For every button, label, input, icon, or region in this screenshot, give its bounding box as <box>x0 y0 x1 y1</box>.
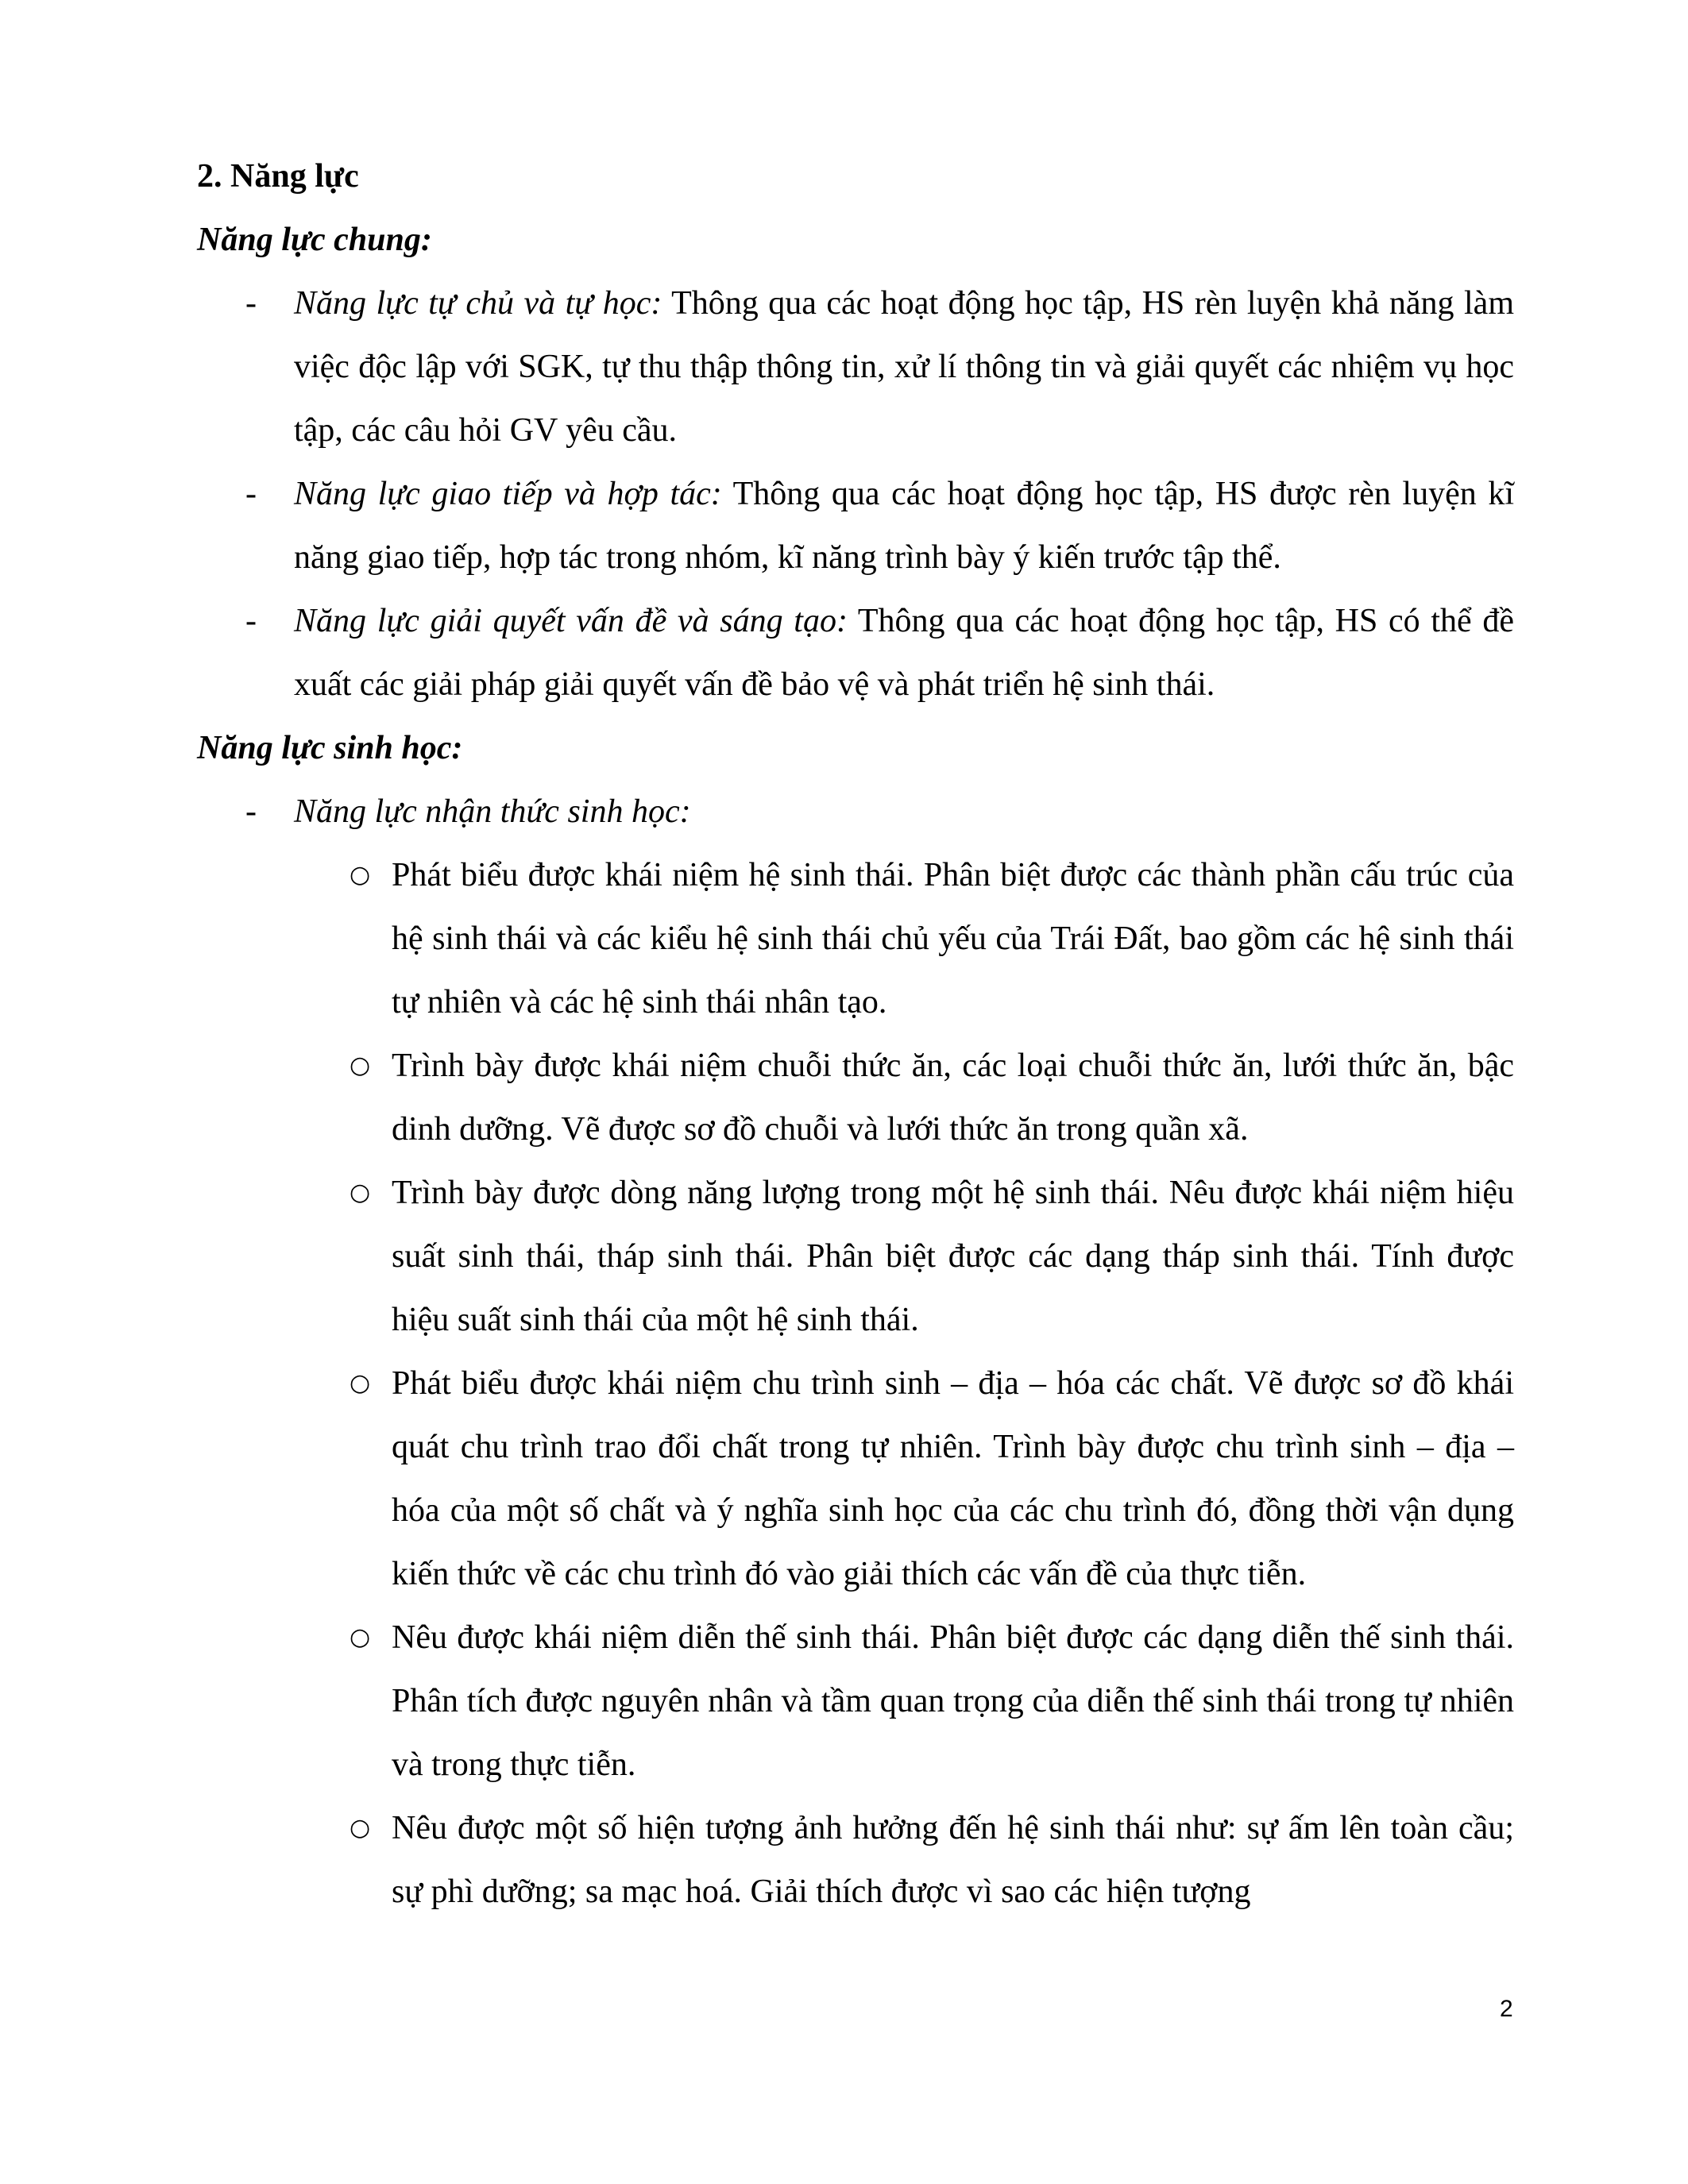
dash-bullet: - <box>245 793 257 830</box>
dash-bullet: - <box>245 603 257 639</box>
sub-item-text: Nêu được khái niệm diễn thế sinh thái. Phân biệt được các dạng diễn thế sinh thái. Phân tích được nguyên nhân và tầm quan trọng của diễn thế sinh thái trong tự nhiên và trong thực tiễn. <box>392 1619 1514 1783</box>
sub-list-item <box>350 1796 1514 1924</box>
item-label: Năng lực nhận thức sinh học: <box>294 793 691 830</box>
sub-item-text: Trình bày được dòng năng lượng trong một hệ sinh thái. Nêu được khái niệm hiệu suất sinh thái, tháp sinh thái. Phân biệt được các dạng tháp sinh thái. Tính được hiệu suất sinh thái của một hệ sinh thái. <box>392 1175 1514 1338</box>
circle-bullet-icon: ○ <box>350 1623 371 1651</box>
biology-competency-title: Năng lực sinh học: <box>197 730 463 766</box>
item-label: Năng lực tự chủ và tự học: <box>294 285 662 322</box>
page-number: 2 <box>1500 1996 1513 2022</box>
sub-item-text: Nêu được một số hiện tượng ảnh hưởng đến hệ sinh thái như: sự ấm lên toàn cầu; sự phì dưỡng; sa mạc hoá. Giải thích được vì sao các hiện tượng <box>392 1810 1514 1910</box>
item-text: Thông qua các hoạt động học tập, HS được rèn luyện kĩ năng giao tiếp, hợp tác trong nhóm, kĩ năng trình bày ý kiến trước tập thể. <box>294 476 1515 576</box>
section-heading: 2. Năng lực <box>197 158 359 195</box>
circle-bullet-icon: ○ <box>350 1051 371 1079</box>
sub-list-item <box>350 1161 1514 1352</box>
sub-item-text: Phát biểu được khái niệm hệ sinh thái. Phân biệt được các thành phần cấu trúc của hệ sinh thái và các kiểu hệ sinh thái chủ yếu của Trái Đất, bao gồm các hệ sinh thái tự nhiên và các hệ sinh thái nhân tạo. <box>392 857 1514 1021</box>
item-text: Thông qua các hoạt động học tập, HS rèn luyện khả năng làm việc độc lập với SGK, tự thu thập thông tin, xử lí thông tin và giải quyết các nhiệm vụ học tập, các câu hỏi GV yêu cầu. <box>294 285 1514 449</box>
sub-list-item <box>350 843 1514 1034</box>
dash-bullet: - <box>245 476 257 512</box>
general-competency-title: Năng lực chung: <box>197 222 432 258</box>
list-item <box>197 589 1514 716</box>
sub-list <box>350 843 1514 1924</box>
item-label: Năng lực giao tiếp và hợp tác: <box>294 476 722 512</box>
sub-list-item <box>350 1352 1514 1606</box>
document-body <box>197 145 1514 1924</box>
sub-item-text: Trình bày được khái niệm chuỗi thức ăn, các loại chuỗi thức ăn, lưới thức ăn, bậc dinh dưỡng. Vẽ được sơ đồ chuỗi và lưới thức ăn trong quần xã. <box>392 1048 1514 1148</box>
list-item <box>197 272 1514 462</box>
sub-item-text: Phát biểu được khái niệm chu trình sinh – địa – hóa các chất. Vẽ được sơ đồ khái quát chu trình trao đổi chất trong tự nhiên. Trình bày được chu trình sinh – địa – hóa của một số chất và ý nghĩa sinh học của các chu trình đó, đồng thời vận dụng kiến thức về các chu trình đó vào giải thích các vấn đề của thực tiễn. <box>392 1365 1514 1592</box>
sub-list-item <box>350 1034 1514 1161</box>
sub-list-item <box>350 1606 1514 1796</box>
circle-bullet-icon: ○ <box>350 1179 371 1206</box>
dash-bullet: - <box>245 285 257 322</box>
item-text: Thông qua các hoạt động học tập, HS có thể đề xuất các giải pháp giải quyết vấn đề bảo vệ và phát triển hệ sinh thái. <box>294 603 1514 703</box>
list-item <box>197 462 1514 589</box>
circle-bullet-icon: ○ <box>350 861 371 889</box>
circle-bullet-icon: ○ <box>350 1369 371 1397</box>
list-item <box>197 780 1514 843</box>
circle-bullet-icon: ○ <box>350 1814 371 1842</box>
item-label: Năng lực giải quyết vấn đề và sáng tạo: <box>294 603 848 639</box>
